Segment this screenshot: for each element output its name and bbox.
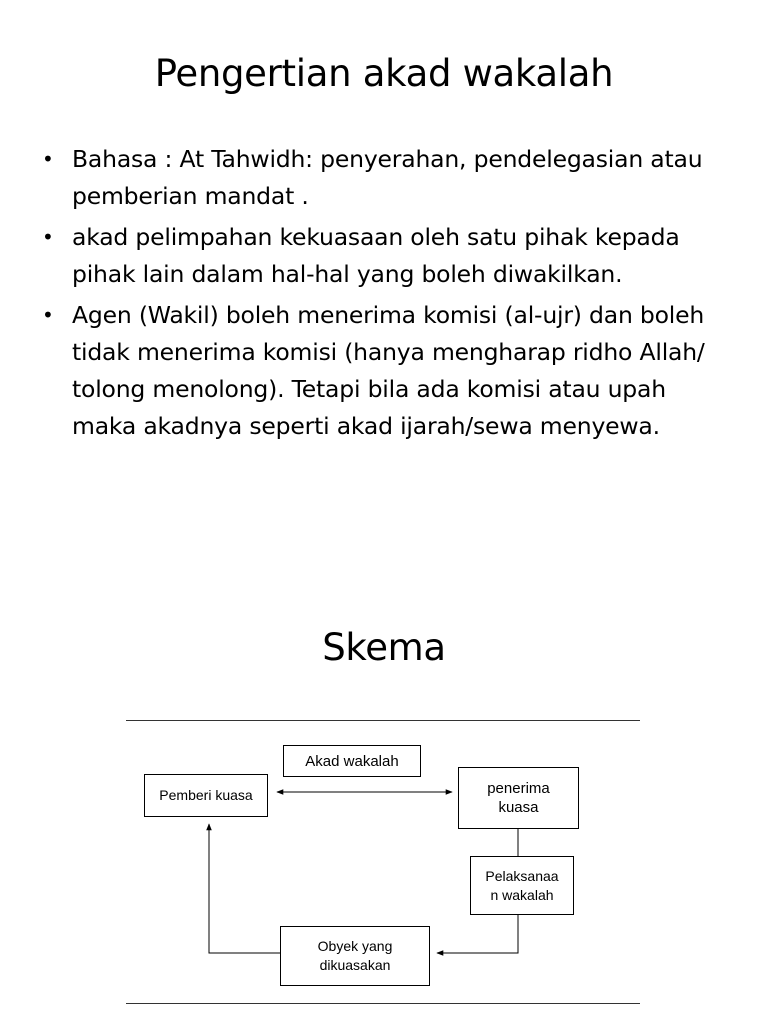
bullet-item-bahasa	[42, 141, 732, 215]
bullet-text: akad pelimpahan kekuasaan oleh satu pihak kepada pihak lain dalam hal-hal yang boleh diwakilkan.	[72, 223, 680, 288]
diagram-top-rule	[126, 720, 640, 721]
pemberi-kuasa-box	[144, 774, 268, 817]
bullet-item-agen	[42, 297, 732, 445]
slide-title-pengertian: Pengertian akad wakalah	[154, 52, 614, 95]
bullet-dot-icon: •	[42, 147, 54, 171]
bullet-text: Bahasa : At Tahwidh: penyerahan, pendelegasian atau pemberian mandat .	[72, 145, 703, 210]
bullet-text: Agen (Wakil) boleh menerima komisi (al-ujr) dan boleh tidak menerima komisi (hanya mengharap ridho Allah/ tolong menolong). Tetapi bila ada komisi atau upah maka akadnya seperti akad ijarah/sewa menyewa.	[72, 301, 705, 440]
penerima-kuasa-box	[458, 767, 579, 829]
definition-bullet-list	[42, 141, 732, 449]
obyek-dikuasakan-label: Obyek yang dikuasakan	[317, 938, 393, 973]
akad-wakalah-box	[283, 745, 421, 777]
pelaksanaan-to-obyek-arrow	[437, 915, 518, 953]
penerima-kuasa-label: penerima kuasa	[487, 780, 550, 816]
pelaksanaan-wakalah-box	[470, 856, 574, 915]
obyek-to-pemberi-arrow	[209, 824, 280, 953]
bullet-item-akad	[42, 219, 732, 293]
akad-wakalah-label: Akad wakalah	[305, 752, 399, 770]
pelaksanaan-wakalah-label: Pelaksanaa n wakalah	[485, 867, 559, 903]
slide-title-skema: Skema	[322, 626, 446, 669]
bullet-dot-icon: •	[42, 303, 54, 327]
obyek-dikuasakan-box	[280, 926, 430, 986]
pemberi-kuasa-label: Pemberi kuasa	[159, 787, 253, 803]
diagram-bottom-rule	[126, 1003, 640, 1004]
bullet-dot-icon: •	[42, 225, 54, 249]
